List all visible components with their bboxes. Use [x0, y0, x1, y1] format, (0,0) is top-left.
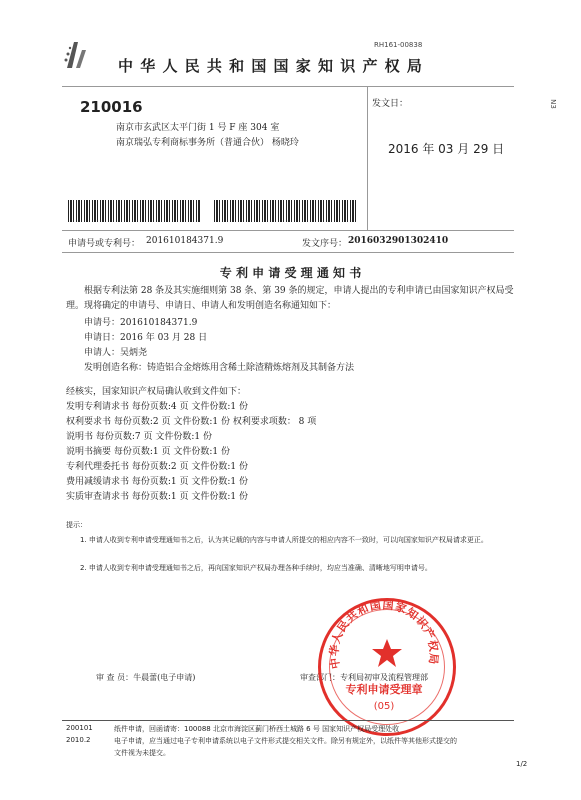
office-name: 中 华 人 民 共 和 国 国 家 知 识 产 权 局	[118, 57, 423, 75]
file-list-item: 说明书摘要 每份页数:1 页 文件份数:1 份	[66, 447, 230, 457]
application-number: 申请号：201610184371.9	[84, 318, 198, 328]
frame-mid-line	[62, 230, 514, 231]
notes-heading: 提示：	[66, 521, 87, 529]
note-2: 2. 申请人收到专利申请受理通知书之后，再向国家知识产权局办理各种手续时，均应当准确、清晰地写明申请号。	[80, 564, 432, 572]
applicant: 申请人：吴炳尧	[84, 348, 148, 358]
footer-code-1: 200101	[66, 724, 93, 732]
frame-divider	[367, 86, 368, 230]
note-1: 1. 申请人收到专利申请受理通知书之后，认为其记载的内容与申请人所提交的相应内容不一致时，可以向国家知识产权局请求更正。	[80, 536, 488, 544]
checked-intro: 经核实，国家知识产权局确认收到文件如下：	[66, 387, 247, 397]
file-list-item: 说明书 每份页数:7 页 文件份数:1 份	[66, 432, 212, 442]
document-serial-value: 2016032901302410	[348, 236, 449, 246]
application-date: 申请日：2016 年 03 月 28 日	[84, 333, 208, 343]
intro-paragraph: 根据专利法第 28 条及其实施细则第 38 条、第 39 条的规定，申请人提出的专利申请已由国家知识产权局受理。现将确定的申请号、申请日、申请人和发明创造名称通知如下：	[66, 286, 514, 311]
footer-code-2: 2010.2	[66, 736, 91, 744]
footer-line-3: 文件视为未提交。	[114, 749, 170, 757]
seal-star-icon	[371, 637, 403, 669]
barcode-left	[68, 200, 200, 222]
notice-title: 专 利 申 请 受 理 通 知 书	[219, 266, 362, 280]
cnipa-logo-icon	[62, 36, 92, 72]
frame-bottom-line	[62, 252, 514, 253]
file-list-item: 费用减缓请求书 每份页数:1 页 文件份数:1 份	[66, 477, 248, 487]
svg-text:中华人民共和国国家知识产权局: 中华人民共和国国家知识产权局	[327, 598, 441, 670]
issue-date-value: 2016 年 03 月 29 日	[388, 142, 505, 156]
postcode: 210016	[80, 98, 143, 116]
barcode-right	[214, 200, 358, 222]
issue-date-label: 发文日：	[372, 99, 409, 109]
seal-center-text: 专利申请受理章	[345, 683, 423, 696]
examiner-signature: 审 查 员：牛晨蕾(电子申请)	[96, 673, 196, 682]
address-line-1: 南京市玄武区太平门街 1 号 F 座 304 室	[116, 123, 280, 133]
department-signature: 审查部门：专利局初审及流程管理部	[300, 673, 428, 682]
file-list-item: 权利要求书 每份页数:2 页 文件份数:1 份 权利要求项数： 8 项	[66, 417, 317, 427]
frame-top-line	[62, 86, 514, 87]
file-list-item: 实质审查请求书 每份页数:1 页 文件份数:1 份	[66, 492, 248, 502]
page-number: 1/2	[516, 760, 528, 768]
application-number-value: 201610184371.9	[146, 236, 224, 246]
side-mark: N3	[548, 99, 557, 109]
invention-title: 发明创造名称：铸造铝合金熔炼用含稀土除渣精炼熔剂及其制备方法	[84, 363, 355, 373]
official-seal	[318, 598, 456, 736]
seal-number: (05)	[373, 701, 395, 712]
document-code: RH161-00838	[374, 41, 423, 49]
footer-line-1: 纸件申请，回函请寄：100088 北京市海淀区蓟门桥西土城路 6 号 国家知识产权局受理处收	[114, 725, 400, 733]
footer-line-2: 电子申请，应当通过电子专利申请系统以电子文件形式提交相关文件。除另有规定外，以纸件等其他形式提交的	[114, 737, 457, 745]
footer-line	[62, 720, 514, 721]
document-serial-label: 发文序号：	[302, 239, 348, 249]
address-line-2: 南京瑞弘专利商标事务所（普通合伙） 杨晓玲	[116, 138, 299, 148]
application-number-label: 申请号或专利号：	[68, 239, 141, 249]
file-list-item: 发明专利请求书 每份页数:4 页 文件份数:1 份	[66, 402, 248, 412]
file-list-item: 专利代理委托书 每份页数:2 页 文件份数:1 份	[66, 462, 248, 472]
